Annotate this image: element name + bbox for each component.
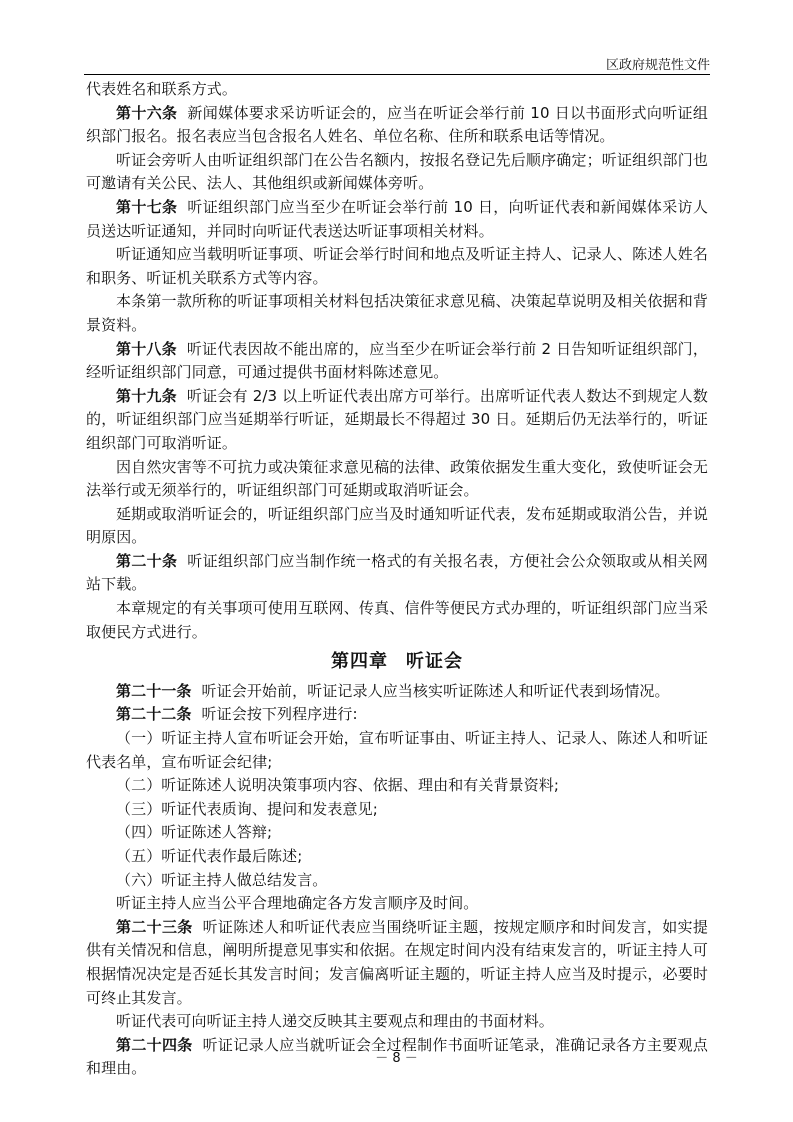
section-bottom — [86, 680, 708, 1081]
paragraph-text: 听证会开始前，听证记录人应当核实听证陈述人和听证代表到场情况。 — [201, 681, 670, 700]
paragraph — [86, 892, 708, 916]
paragraph-text: 听证会旁听人由听证组织部门在公告名额内，按报名登记先后顺序确定；听证组织部门也可邀请有关公民、法人、其他组织或新闻媒体旁听。 — [86, 150, 708, 193]
article-number: 第二十条 — [116, 551, 178, 570]
paragraph — [86, 290, 708, 337]
paragraph — [86, 774, 708, 798]
paragraph — [86, 550, 708, 597]
paragraph — [86, 821, 708, 845]
paragraph — [86, 680, 708, 704]
chapter-title: 听证会 — [406, 651, 463, 673]
page-header — [84, 52, 710, 75]
paragraph-text: 听证代表可向听证主持人递交反映其主要观点和理由的书面材料。 — [116, 1012, 554, 1031]
chapter-number: 第四章 — [331, 651, 388, 673]
paragraph-text: 本章规定的有关事项可使用互联网、传真、信件等便民方式办理的，听证组织部门应当采取便民方式进行。 — [86, 599, 708, 641]
article-number: 第十八条 — [116, 339, 177, 358]
paragraph-text: （五）听证代表作最后陈述; — [116, 847, 303, 865]
article-number: 第二十三条 — [116, 917, 193, 936]
paragraph-text: （六）听证主持人做总结发言。 — [116, 870, 328, 889]
article-number: 第十六条 — [116, 103, 178, 122]
paragraph-text: 因自然灾害等不可抗力或决策征求意见稿的法律、政策依据发生重大变化，致使听证会无法举行或无须举行的，听证组织部门可延期或取消听证会。 — [86, 457, 708, 500]
paragraph — [86, 196, 708, 243]
paragraph-text: 听证代表因故不能出席的，应当至少在听证会举行前 2 日告知听证组织部门，经听证组织部门同意，可通过提供书面材料陈述意见。 — [86, 339, 708, 382]
paragraph — [86, 102, 708, 149]
paragraph — [86, 916, 708, 1010]
paragraph — [86, 78, 708, 102]
paragraph-text: 听证通知应当载明听证事项、听证会举行时间和地点及听证主持人、记录人、陈述人姓名和职务、听证机关联系方式等内容。 — [86, 245, 708, 287]
paragraph-text: 听证主持人应当公平合理地确定各方发言顺序及时间。 — [116, 894, 479, 913]
paragraph — [86, 385, 708, 456]
paragraph — [86, 798, 708, 822]
paragraph-text: 延期或取消听证会的，听证组织部门应当及时通知听证代表，发布延期或取消公告，并说明原因。 — [86, 504, 708, 547]
paragraph-text: （一）听证主持人宣布听证会开始，宣布听证事由、听证主持人、记录人、陈述人和听证代表名单，宣布听证会纪律; — [86, 729, 708, 771]
paragraph — [86, 845, 708, 869]
paragraph — [86, 703, 708, 727]
paragraph-text: 代表姓名和联系方式。 — [86, 80, 238, 98]
chapter-heading — [86, 650, 708, 674]
document-body — [86, 78, 708, 1081]
page-number: － 8 － — [375, 1051, 418, 1066]
article-number: 第二十四条 — [116, 1035, 193, 1054]
paragraph — [86, 456, 708, 503]
paragraph — [86, 727, 708, 774]
paragraph-text: 听证会有 2/3 以上听证代表出席方可举行。出席听证代表人数达不到规定人数的，听证组织部门应当延期举行听证，延期最长不得超过 30 日。延期后仍无法举行的，听证组织部门可取消听证。 — [86, 386, 708, 452]
paragraph-text: 本条第一款所称的听证事项相关材料包括决策征求意见稿、决策起草说明及相关依据和背景资料。 — [86, 292, 708, 334]
paragraph-text: （三）听证代表质询、提问和发表意见; — [116, 799, 378, 818]
paragraph-text: （四）听证陈述人答辩; — [116, 823, 273, 842]
paragraph — [86, 149, 708, 196]
article-number: 第十七条 — [116, 197, 178, 216]
paragraph — [86, 503, 708, 550]
paragraph-text: 听证记录人应当就听证会全过程制作书面听证笔录，准确记录各方主要观点和理由。 — [86, 1035, 708, 1078]
section-top — [86, 78, 708, 644]
paragraph-text: 听证会按下列程序进行: — [201, 705, 358, 724]
article-number: 第二十一条 — [116, 681, 192, 700]
header-label: 区政府规范性文件 — [605, 58, 710, 73]
paragraph — [86, 243, 708, 290]
article-number: 第十九条 — [116, 386, 177, 405]
paragraph — [86, 597, 708, 644]
paragraph-text: 听证组织部门应当至少在听证会举行前 10 日，向听证代表和新闻媒体采访人员送达听证通知，并同时向听证代表送达听证事项相关材料。 — [86, 197, 708, 240]
paragraph-text: （二）听证陈述人说明决策事项内容、依据、理由和有关背景资料; — [116, 776, 560, 795]
article-number: 第二十二条 — [116, 705, 192, 724]
paragraph-text: 听证组织部门应当制作统一格式的有关报名表，方便社会公众领取或从相关网站下载。 — [86, 551, 709, 594]
paragraph — [86, 338, 708, 385]
paragraph — [86, 1010, 708, 1034]
paragraph-text: 新闻媒体要求采访听证会的，应当在听证会举行前 10 日以书面形式向听证组织部门报名。报名表应当包含报名人姓名、单位名称、住所和联系电话等情况。 — [86, 103, 708, 146]
paragraph — [86, 869, 708, 893]
paragraph-text: 听证陈述人和听证代表应当围绕听证主题，按规定顺序和时间发言，如实提供有关情况和信息，阐明所提意见事实和依据。在规定时间内没有结束发言的，听证主持人可根据情况决定是否延长其发言时间；发言偏离听证主题的，听证主持人应当及时提示，必要时可终止其发言。 — [86, 917, 708, 1007]
